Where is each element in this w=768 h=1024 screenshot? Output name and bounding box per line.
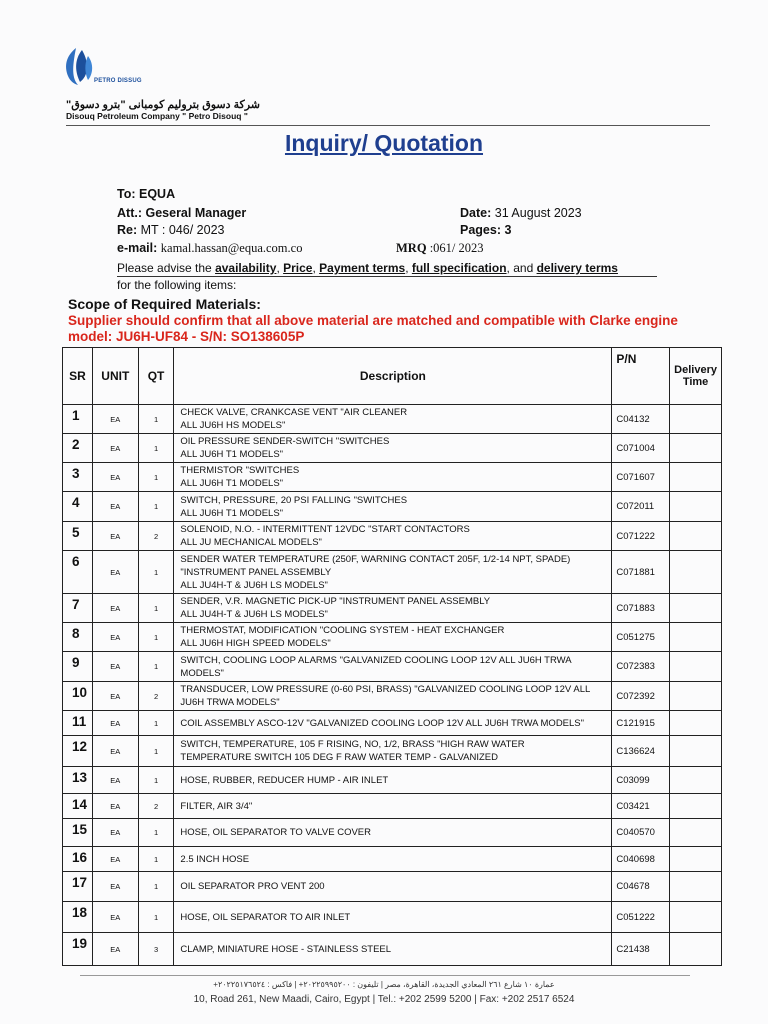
- row-unit: EA: [92, 819, 138, 847]
- row-delivery-time: [670, 847, 722, 872]
- row-qt: 1: [138, 463, 174, 492]
- row-description: SWITCH, TEMPERATURE, 105 F RISING, NO, 1/2, BRASS "HIGH RAW WATER TEMPERATURE SWITCH 105 DEG F RAW WATER TEMP - GALVANIZED: [174, 736, 612, 767]
- table-row: [63, 434, 722, 463]
- row-part-number: C071881: [612, 551, 670, 594]
- pages-value: 3: [504, 223, 512, 237]
- row-unit: EA: [92, 736, 138, 767]
- row-description: SWITCH, COOLING LOOP ALARMS "GALVANIZED COOLING LOOP 12V ALL JU6H TRWA MODELS": [174, 652, 612, 682]
- att-line: [117, 206, 246, 220]
- scope-title: Scope of Required Materials:: [68, 296, 261, 312]
- row-description: 2.5 INCH HOSE: [174, 847, 612, 872]
- row-unit: EA: [92, 902, 138, 933]
- row-unit: EA: [92, 682, 138, 711]
- table-row: [63, 463, 722, 492]
- re-label: Re:: [117, 223, 138, 237]
- row-sr: 13: [63, 767, 93, 794]
- pages-label: Pages:: [460, 223, 501, 237]
- table-row: [63, 736, 722, 767]
- keyword-price: Price: [283, 261, 313, 275]
- row-delivery-time: [670, 711, 722, 736]
- row-qt: 1: [138, 767, 174, 794]
- row-part-number: C03421: [612, 794, 670, 819]
- row-sr: 15: [63, 819, 93, 847]
- row-sr: 16: [63, 847, 93, 872]
- row-unit: EA: [92, 847, 138, 872]
- table-row: [63, 682, 722, 711]
- materials-table: [62, 347, 722, 966]
- row-delivery-time: [670, 492, 722, 522]
- row-unit: EA: [92, 594, 138, 623]
- to-label: To:: [117, 187, 136, 201]
- row-unit: EA: [92, 794, 138, 819]
- document-title: Inquiry/ Quotation: [284, 130, 484, 156]
- row-qt: 1: [138, 819, 174, 847]
- table-row: [63, 711, 722, 736]
- email-line: [117, 241, 302, 256]
- row-part-number: C04132: [612, 405, 670, 434]
- table-row: [63, 819, 722, 847]
- row-qt: 3: [138, 933, 174, 966]
- row-sr: 5: [63, 522, 93, 551]
- table-row: [63, 652, 722, 682]
- row-unit: EA: [92, 933, 138, 966]
- row-description: COIL ASSEMBLY ASCO-12V "GALVANIZED COOLING LOOP 12V ALL JU6H TRWA MODELS": [174, 711, 612, 736]
- row-delivery-time: [670, 463, 722, 492]
- row-delivery-time: [670, 933, 722, 966]
- advise-text: Please advise the availability, Price, Payment terms, full specification, and delivery terms: [117, 261, 618, 275]
- row-unit: EA: [92, 623, 138, 652]
- row-delivery-time: [670, 902, 722, 933]
- row-delivery-time: [670, 652, 722, 682]
- row-sr: 14: [63, 794, 93, 819]
- row-part-number: C071607: [612, 463, 670, 492]
- row-part-number: C136624: [612, 736, 670, 767]
- table-row: [63, 933, 722, 966]
- row-description: HOSE, OIL SEPARATOR TO VALVE COVER: [174, 819, 612, 847]
- mrq-line: [396, 241, 484, 256]
- row-description: HOSE, RUBBER, REDUCER HUMP - AIR INLET: [174, 767, 612, 794]
- row-part-number: C072011: [612, 492, 670, 522]
- table-row: [63, 551, 722, 594]
- advise-divider: [117, 276, 657, 277]
- row-unit: EA: [92, 492, 138, 522]
- company-name-english: Disouq Petroleum Company " Petro Disouq ": [66, 111, 248, 121]
- table-body: [63, 405, 722, 966]
- advise-text-line2: for the following items:: [117, 278, 237, 292]
- row-qt: 2: [138, 682, 174, 711]
- header-unit: UNIT: [92, 348, 138, 405]
- row-description: CLAMP, MINIATURE HOSE - STAINLESS STEEL: [174, 933, 612, 966]
- header-pn: P/N: [612, 348, 670, 405]
- row-part-number: C051222: [612, 902, 670, 933]
- row-sr: 12: [63, 736, 93, 767]
- keyword-delivery-terms: delivery terms: [536, 261, 618, 275]
- row-part-number: C21438: [612, 933, 670, 966]
- row-description: THERMOSTAT, MODIFICATION "COOLING SYSTEM - HEAT EXCHANGER ALL JU6H HIGH SPEED MODELS": [174, 623, 612, 652]
- row-delivery-time: [670, 522, 722, 551]
- re-value: MT : 046/ 2023: [140, 223, 225, 237]
- flame-logo-icon: [62, 46, 96, 86]
- header-divider: [66, 125, 710, 126]
- mrq-label: MRQ: [396, 241, 427, 255]
- row-unit: EA: [92, 405, 138, 434]
- header-sr: SR: [63, 348, 93, 405]
- table-row: [63, 902, 722, 933]
- row-unit: EA: [92, 652, 138, 682]
- compatibility-warning: Supplier should confirm that all above material are matched and compatible with Clarke engine model: JU6H-UF84 - S/N: SO138605P: [68, 313, 678, 344]
- row-part-number: C040698: [612, 847, 670, 872]
- att-label: Att.:: [117, 206, 142, 220]
- table-row: [63, 522, 722, 551]
- row-sr: 8: [63, 623, 93, 652]
- header-qt: QT: [138, 348, 174, 405]
- row-delivery-time: [670, 594, 722, 623]
- row-unit: EA: [92, 551, 138, 594]
- row-qt: 1: [138, 551, 174, 594]
- row-part-number: C03099: [612, 767, 670, 794]
- row-description: SOLENOID, N.O. - INTERMITTENT 12VDC "START CONTACTORS ALL JU MECHANICAL MODELS": [174, 522, 612, 551]
- table-row: [63, 492, 722, 522]
- row-qt: 1: [138, 623, 174, 652]
- row-qt: 1: [138, 872, 174, 902]
- header-delivery-time: Delivery Time: [670, 348, 722, 405]
- keyword-availability: availability: [215, 261, 277, 275]
- table-header-row: [63, 348, 722, 405]
- row-unit: EA: [92, 872, 138, 902]
- mrq-value: :061/ 2023: [429, 241, 484, 255]
- row-delivery-time: [670, 623, 722, 652]
- row-description: SWITCH, PRESSURE, 20 PSI FALLING "SWITCHES ALL JU6H T1 MODELS": [174, 492, 612, 522]
- table-row: [63, 623, 722, 652]
- row-unit: EA: [92, 434, 138, 463]
- row-sr: 2: [63, 434, 93, 463]
- row-delivery-time: [670, 405, 722, 434]
- row-qt: 1: [138, 736, 174, 767]
- row-sr: 6: [63, 551, 93, 594]
- row-description: SENDER WATER TEMPERATURE (250F, WARNING CONTACT 205F, 1/2-14 NPT, SPADE) "INSTRUMENT PANEL ASSEMBLY ALL JU4H-T & JU6H LS MODELS": [174, 551, 612, 594]
- pages-line: [460, 223, 511, 237]
- row-sr: 10: [63, 682, 93, 711]
- row-delivery-time: [670, 736, 722, 767]
- row-qt: 1: [138, 902, 174, 933]
- logo-text: PETRO DISSUG: [94, 78, 142, 84]
- row-sr: 17: [63, 872, 93, 902]
- row-delivery-time: [670, 819, 722, 847]
- row-qt: 1: [138, 652, 174, 682]
- row-delivery-time: [670, 767, 722, 794]
- table-row: [63, 794, 722, 819]
- row-sr: 1: [63, 405, 93, 434]
- row-description: SENDER, V.R. MAGNETIC PICK-UP "INSTRUMENT PANEL ASSEMBLY ALL JU4H-T & JU6H LS MODELS": [174, 594, 612, 623]
- row-qt: 1: [138, 434, 174, 463]
- row-part-number: C04678: [612, 872, 670, 902]
- row-unit: EA: [92, 522, 138, 551]
- row-qt: 2: [138, 794, 174, 819]
- company-name-arabic: شركة دسوق بتروليم كومبانى "بترو دسوق": [66, 99, 261, 111]
- date-label: Date:: [460, 206, 492, 220]
- keyword-full-specification: full specification: [411, 261, 507, 275]
- row-part-number: C072383: [612, 652, 670, 682]
- re-line: [117, 223, 225, 237]
- row-part-number: C040570: [612, 819, 670, 847]
- email-label: e-mail:: [117, 241, 158, 255]
- row-sr: 11: [63, 711, 93, 736]
- keyword-payment-terms: Payment terms: [319, 261, 406, 275]
- row-delivery-time: [670, 682, 722, 711]
- row-part-number: C071222: [612, 522, 670, 551]
- row-delivery-time: [670, 794, 722, 819]
- row-description: CHECK VALVE, CRANKCASE VENT "AIR CLEANER ALL JU6H HS MODELS": [174, 405, 612, 434]
- footer-address-arabic: عمارة ١٠ شارع ٢٦١ المعادي الجديدة، القاهرة، مصر | تليفون : ٢٠٢٢٥٩٩٥٢٠٠+ | فاكس : ٢٠٢٢٥١٧٦٥٢٤+: [213, 980, 555, 989]
- row-delivery-time: [670, 551, 722, 594]
- row-qt: 1: [138, 847, 174, 872]
- table-row: [63, 872, 722, 902]
- header-description: Description: [174, 348, 612, 405]
- row-qt: 1: [138, 492, 174, 522]
- row-description: OIL SEPARATOR PRO VENT 200: [174, 872, 612, 902]
- table-row: [63, 594, 722, 623]
- row-qt: 1: [138, 711, 174, 736]
- date-value: 31 August 2023: [494, 206, 582, 220]
- table-row: [63, 405, 722, 434]
- row-delivery-time: [670, 434, 722, 463]
- to-value: EQUA: [139, 187, 176, 201]
- row-description: OIL PRESSURE SENDER-SWITCH "SWITCHES ALL JU6H T1 MODELS": [174, 434, 612, 463]
- row-sr: 7: [63, 594, 93, 623]
- row-part-number: C072392: [612, 682, 670, 711]
- row-sr: 3: [63, 463, 93, 492]
- row-unit: EA: [92, 463, 138, 492]
- row-unit: EA: [92, 767, 138, 794]
- to-line: [117, 187, 175, 201]
- row-sr: 4: [63, 492, 93, 522]
- row-delivery-time: [670, 872, 722, 902]
- row-sr: 19: [63, 933, 93, 966]
- row-sr: 9: [63, 652, 93, 682]
- row-description: HOSE, OIL SEPARATOR TO AIR INLET: [174, 902, 612, 933]
- row-description: FILTER, AIR 3/4": [174, 794, 612, 819]
- email-value[interactable]: kamal.hassan@equa.com.co: [160, 241, 303, 255]
- row-sr: 18: [63, 902, 93, 933]
- row-qt: 2: [138, 522, 174, 551]
- date-line: [460, 206, 582, 220]
- row-part-number: C071883: [612, 594, 670, 623]
- row-description: TRANSDUCER, LOW PRESSURE (0-60 PSI, BRASS) "GALVANIZED COOLING LOOP 12V ALL JU6H TRWA MODELS": [174, 682, 612, 711]
- row-part-number: C051275: [612, 623, 670, 652]
- row-qt: 1: [138, 405, 174, 434]
- row-part-number: C121915: [612, 711, 670, 736]
- footer-address-english: 10, Road 261, New Maadi, Cairo, Egypt | Tel.: +202 2599 5200 | Fax: +202 2517 6524: [193, 994, 575, 1005]
- table-row: [63, 767, 722, 794]
- row-qt: 1: [138, 594, 174, 623]
- footer-divider: [80, 975, 690, 976]
- row-description: THERMISTOR "SWITCHES ALL JU6H T1 MODELS": [174, 463, 612, 492]
- row-unit: EA: [92, 711, 138, 736]
- row-part-number: C071004: [612, 434, 670, 463]
- att-value: Geseral Manager: [145, 206, 247, 220]
- table-row: [63, 847, 722, 872]
